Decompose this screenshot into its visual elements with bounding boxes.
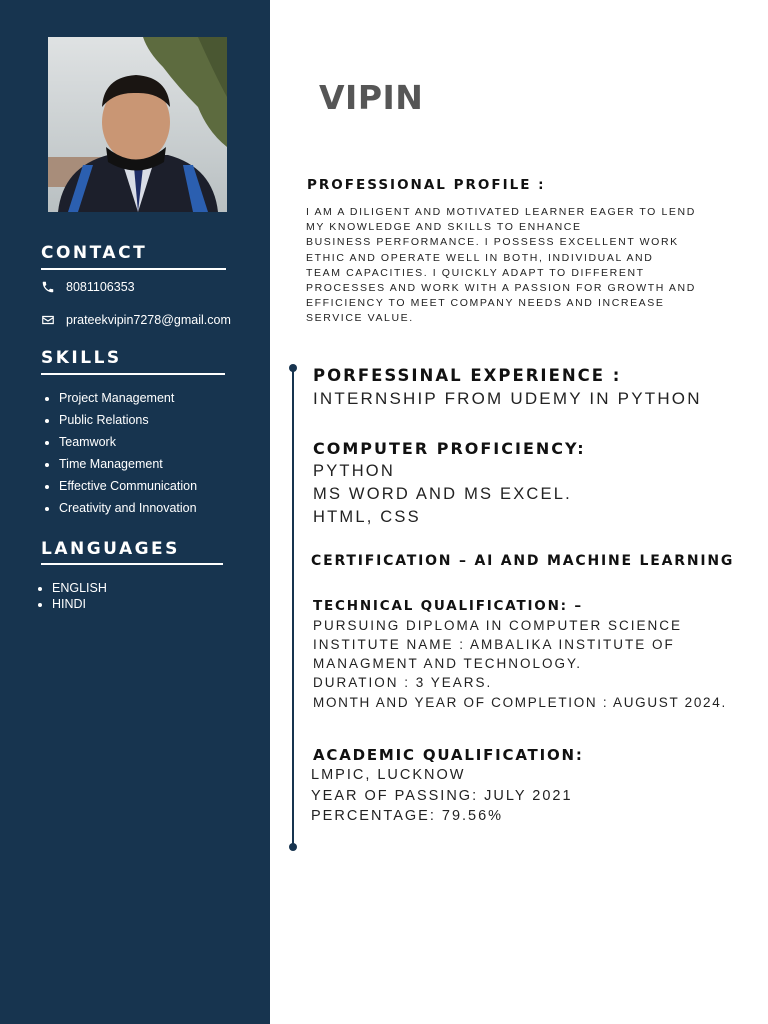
contact-email[interactable]: prateekvipin7278@gmail.com: [66, 313, 231, 327]
experience-text: INTERNSHIP FROM UDEMY IN PYTHON: [313, 389, 702, 408]
proficiency-item: MS WORD AND MS EXCEL.: [313, 485, 572, 503]
profile-line: MY KNOWLEDGE AND SKILLS TO ENHANCE: [306, 221, 582, 234]
technical-line: INSTITUTE NAME : AMBALIKA INSTITUTE OF: [313, 637, 675, 652]
contact-phone-row: [41, 280, 135, 294]
proficiency-heading: COMPUTER PROFICIENCY:: [313, 439, 586, 458]
proficiency-item: HTML, CSS: [313, 508, 421, 526]
profile-line: BUSINESS PERFORMANCE. I POSSESS EXCELLENT WORK: [306, 236, 679, 249]
profile-line: I AM A DILIGENT AND MOTIVATED LEARNER EAGER TO LEND: [306, 206, 696, 218]
list-item: Public Relations: [45, 412, 197, 434]
academic-heading: ACADEMIC QUALIFICATION:: [313, 746, 584, 764]
list-item: ENGLISH: [38, 581, 107, 597]
academic-line: YEAR OF PASSING: JULY 2021: [311, 788, 573, 804]
profile-line: EFFICIENCY TO MEET COMPANY NEEDS AND INCREASE: [306, 297, 665, 310]
skills-list: [45, 390, 197, 522]
contact-email-row: [41, 313, 231, 327]
list-item: Teamwork: [45, 434, 197, 456]
technical-line: DURATION : 3 YEARS.: [313, 675, 493, 690]
academic-line: LMPIC, LUCKNOW: [311, 767, 466, 783]
list-item: Creativity and Innovation: [45, 500, 197, 522]
experience-heading: PORFESSINAL EXPERIENCE :: [313, 366, 622, 385]
list-item: Time Management: [45, 456, 197, 478]
sidebar: [0, 0, 270, 1024]
contact-phone[interactable]: 8081106353: [66, 280, 135, 294]
technical-heading: TECHNICAL QUALIFICATION: –: [313, 598, 583, 614]
technical-line: MONTH AND YEAR OF COMPLETION : AUGUST 2024.: [313, 695, 727, 710]
list-item: HINDI: [38, 597, 107, 613]
phone-icon: [41, 280, 55, 294]
contact-heading: CONTACT: [41, 243, 148, 263]
profile-line: TEAM CAPACITIES. I QUICKLY ADAPT TO DIFFERENT: [306, 266, 645, 279]
languages-divider: [41, 563, 223, 565]
technical-line: PURSUING DIPLOMA IN COMPUTER SCIENCE: [313, 618, 683, 633]
academic-line: PERCENTAGE: 79.56%: [311, 808, 504, 824]
profile-line: PROCESSES AND WORK WITH A PASSION FOR GROWTH AND: [306, 282, 696, 295]
languages-list: [38, 581, 107, 613]
timeline-line: [292, 367, 294, 847]
skills-heading: SKILLS: [41, 348, 122, 368]
profile-line: SERVICE VALUE.: [306, 312, 414, 325]
mail-icon: [41, 313, 55, 327]
skills-divider: [41, 373, 225, 375]
candidate-name: VIPIN: [319, 78, 424, 117]
timeline-dot-top: [289, 364, 297, 372]
profile-heading: PROFESSIONAL PROFILE :: [307, 177, 546, 193]
technical-line: MANAGMENT AND TECHNOLOGY.: [313, 656, 583, 671]
languages-heading: LANGUAGES: [41, 539, 180, 559]
certification-heading: CERTIFICATION – AI AND MACHINE LEARNING: [311, 553, 735, 569]
proficiency-item: PYTHON: [313, 462, 395, 480]
contact-divider: [41, 268, 226, 270]
timeline-dot-bottom: [289, 843, 297, 851]
list-item: Project Management: [45, 390, 197, 412]
profile-text: [306, 205, 756, 327]
list-item: Effective Communication: [45, 478, 197, 500]
profile-photo: [48, 37, 227, 212]
profile-line: ETHIC AND OPERATE WELL IN BOTH, INDIVIDUAL AND: [306, 251, 654, 264]
